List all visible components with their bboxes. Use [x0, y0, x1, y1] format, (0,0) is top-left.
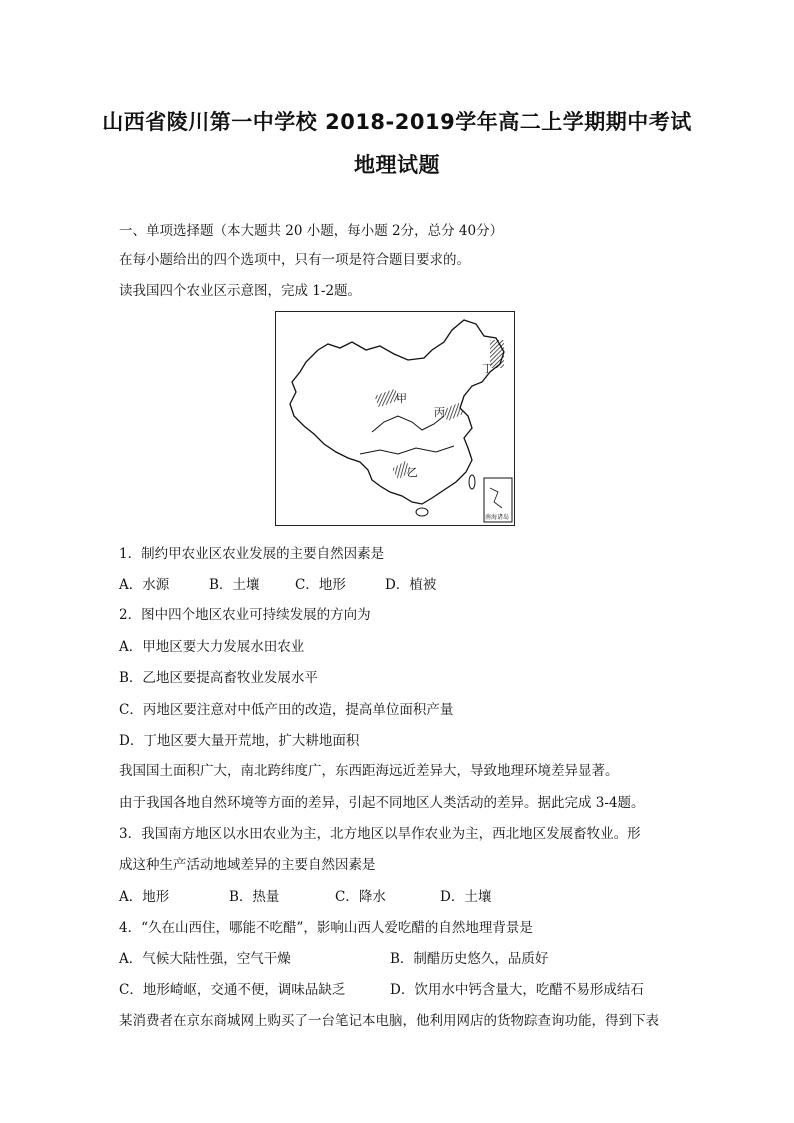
q3-option-b: B．热量	[229, 889, 280, 905]
q3-option-c: C．降水	[335, 889, 386, 905]
q4-option-b: B．制醋历史悠久，品质好	[390, 951, 549, 967]
document-subtitle: 地理试题	[354, 153, 440, 177]
inset-label: 南海诸岛	[485, 514, 510, 521]
document-title: 山西省陵川第一中学校 2018-2019学年高二上学期期中考试	[102, 110, 692, 134]
section-heading: 一、单项选择题（本大题共 20 小题，每小题 2分，总分 40分）	[119, 223, 504, 239]
q1-option-a: A．水源	[119, 577, 170, 593]
q3-stem-line2: 成这种生产活动地域差异的主要自然因素是	[119, 857, 376, 873]
china-outline-figure	[276, 312, 513, 524]
q2-option-a: A．甲地区要大力发展水田农业	[119, 639, 305, 655]
label-yi: 乙	[407, 466, 418, 479]
china-agriculture-map	[275, 311, 515, 526]
q1-option-d: D．植被	[385, 577, 437, 593]
taiwan-island	[469, 475, 475, 489]
q3-option-a: A．地形	[119, 889, 170, 905]
label-ding: 丁	[482, 362, 493, 375]
label-jia: 甲	[396, 392, 407, 405]
q2-option-b: B．乙地区要提高畜牧业发展水平	[119, 670, 318, 686]
yangtze-river	[360, 446, 454, 454]
map-intro: 读我国四个农业区示意图，完成 1-2题。	[119, 283, 362, 299]
q3-option-d: D．土壤	[440, 889, 492, 905]
q2-option-d: D．丁地区要大量开荒地，扩大耕地面积	[119, 733, 360, 749]
q4-option-a: A．气候大陆性强，空气干燥	[119, 951, 291, 967]
q2-option-c: C．丙地区要注意对中低产田的改造，提高单位面积产量	[119, 702, 454, 718]
section-instruction: 在每小题给出的四个选项中，只有一项是符合题目要求的。	[119, 252, 470, 268]
q2-stem: 2．图中四个地区农业可持续发展的方向为	[119, 607, 371, 623]
q4-stem: 4．“久在山西住，哪能不吃醋”，影响山西人爱吃醋的自然地理背景是	[119, 920, 533, 936]
passage-3-4-line1: 我国国土面积广大，南北跨纬度广，东西距海远近差异大，导致地理环境差异显著。	[119, 763, 619, 779]
label-bing: 丙	[434, 406, 445, 419]
q1-stem: 1．制约甲农业区农业发展的主要自然因素是	[119, 546, 385, 562]
q3-stem-line1: 3．我国南方地区以水田农业为主，北方地区以旱作农业为主，西北地区发展畜牧业。形	[119, 826, 641, 842]
passage-3-4-line2: 由于我国各地自然环境等方面的差异，引起不同地区人类活动的差异。据此完成 3-4题。	[119, 795, 645, 811]
q4-option-c: C．地形崎岖，交通不便，调味品缺乏	[119, 982, 346, 998]
hainan-island	[416, 508, 428, 516]
q1-option-b: B．土壤	[209, 577, 260, 593]
q1-option-c: C．地形	[295, 577, 346, 593]
passage-5-line1: 某消费者在京东商城网上购买了一台笔记本电脑，他利用网店的货物踪查询功能，得到下表	[119, 1013, 659, 1029]
q4-option-d: D．饮用水中钙含量大，吃醋不易形成结石	[390, 982, 644, 998]
